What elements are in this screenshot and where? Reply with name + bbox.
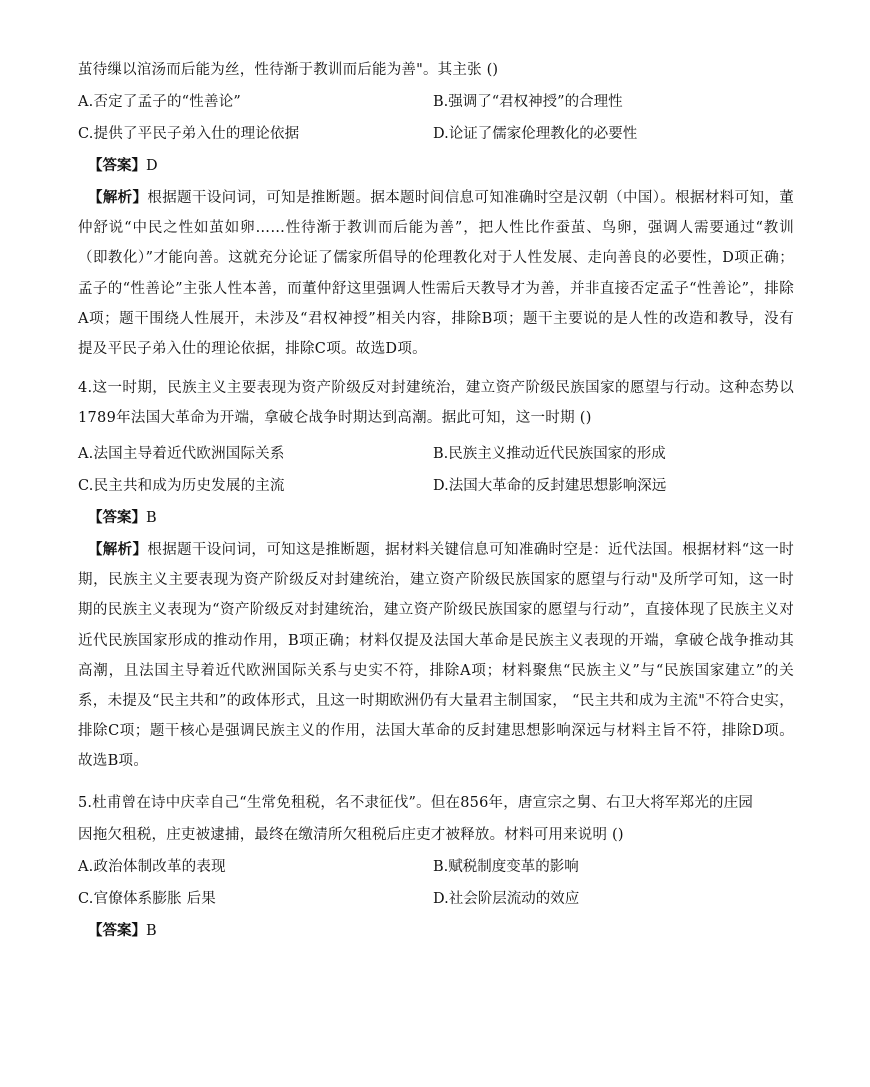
- q4-analysis: [78, 535, 794, 777]
- q3-option-d: D.论证了儒家伦理教化的必要性: [433, 126, 638, 142]
- q3-stem-tail: 茧待缫以涫汤而后能为丝，性待渐于教训而后能为善"。其主张 (): [78, 62, 499, 78]
- q5-answer-value: B: [146, 923, 157, 939]
- q4-answer: [88, 508, 157, 528]
- q4-answer-label: 【答案】: [88, 509, 146, 526]
- q5-option-d: D.社会阶层流动的效应: [433, 891, 580, 907]
- q3-answer-label: 【答案】: [88, 157, 146, 174]
- q4-answer-value: B: [146, 510, 157, 526]
- q4-option-d: D.法国大革命的反封建思想影响深远: [433, 478, 667, 494]
- q3-analysis-text: 根据题干设问词，可知是推断题。据本题时间信息可知准确时空是汉朝（中国）。根据材料可知，董仲舒说“中民之性如茧如卵……性待渐于教训而后能为善”，把人性比作蚕茧、鸟卵，强调人需要通过“教训（即教化）”才能向善。这就充分论证了儒家所倡导的伦理教化对于人性发展、走向善良的必要性，D项正确；孟子的“性善论”主张人性本善，而董仲舒这里强调人性需后天教导才为善，并非直接否定孟子“性善论”，排除A项；题干围绕人性展开，未涉及“君权神授”相关内容，排除B项；题干主要说的是人性的改造和教导，没有提及平民子弟入仕的理论依据，排除C项。故选D项。: [78, 190, 794, 358]
- q3-analysis: [78, 183, 794, 364]
- q4-option-b: B.民族主义推动近代民族国家的形成: [433, 446, 666, 462]
- q5-option-b: B.赋税制度变革的影响: [433, 859, 579, 875]
- q4-analysis-text: 根据题干设问词，可知这是推断题，据材料关键信息可知准确时空是：近代法国。根据材料“这一时期，民族主义主要表现为资产阶级反对封建统治，建立资产阶级民族国家的愿望与行动"及所学可知，这一时期的民族主义表现为“资产阶级反对封建统治，建立资产阶级民族国家的愿望与行动”，直接体现了民族主义对近代民族国家形成的推动作用，B项正确；材料仅提及法国大革命是民族主义表现的开端，拿破仑战争推动其高潮，且法国主导着近代欧洲国际关系与史实不符，排除A项；材料聚焦“民族主义”与“民族国家建立”的关系，未提及“民主共和”的政体形式，且这一时期欧洲仍有大量君主制国家， “民主共和成为主流"不符合史实，排除C项；题干核心是强调民族主义的作用，法国大革命的反封建思想影响深远与材料主旨不符，排除D项。故选B项。: [78, 542, 794, 770]
- q3-answer: [88, 156, 158, 176]
- q5-answer: [88, 921, 157, 941]
- q4-option-a: A.法国主导着近代欧洲国际关系: [78, 446, 285, 462]
- q3-option-c: C.提供了平民子弟入仕的理论依据: [78, 126, 300, 142]
- q3-answer-value: D: [146, 158, 158, 174]
- q4-option-c: C.民主共和成为历史发展的主流: [78, 478, 285, 494]
- q3-analysis-label: 【解析】: [87, 189, 148, 206]
- q5-stem-line-2: 因拖欠租税，庄吏被逮捕，最终在缴清所欠租税后庄吏才被释放。材料可用来说明 (): [78, 827, 624, 843]
- q5-option-c: C.官僚体系膨胀 后果: [78, 891, 216, 907]
- q3-option-a: A.否定了孟子的“性善论”: [78, 94, 242, 110]
- q3-option-b: B.强调了“君权神授”的合理性: [433, 94, 623, 110]
- q4-analysis-label: 【解析】: [87, 541, 148, 558]
- q4-stem: 4.这一时期，民族主义主要表现为资产阶级反对封建统治，建立资产阶级民族国家的愿望与行动。这种态势以1789年法国大革命为开端，拿破仑战争时期达到高潮。据此可知，这一时期 (): [78, 380, 794, 427]
- q5-answer-label: 【答案】: [88, 922, 146, 939]
- q5-option-a: A.政治体制改革的表现: [78, 859, 226, 875]
- q5-stem-line-1: 5.杜甫曾在诗中庆幸自己“生常免租税，名不隶征伐”。但在856年，唐宣宗之舅、右卫大将军郑光的庄园: [78, 795, 754, 811]
